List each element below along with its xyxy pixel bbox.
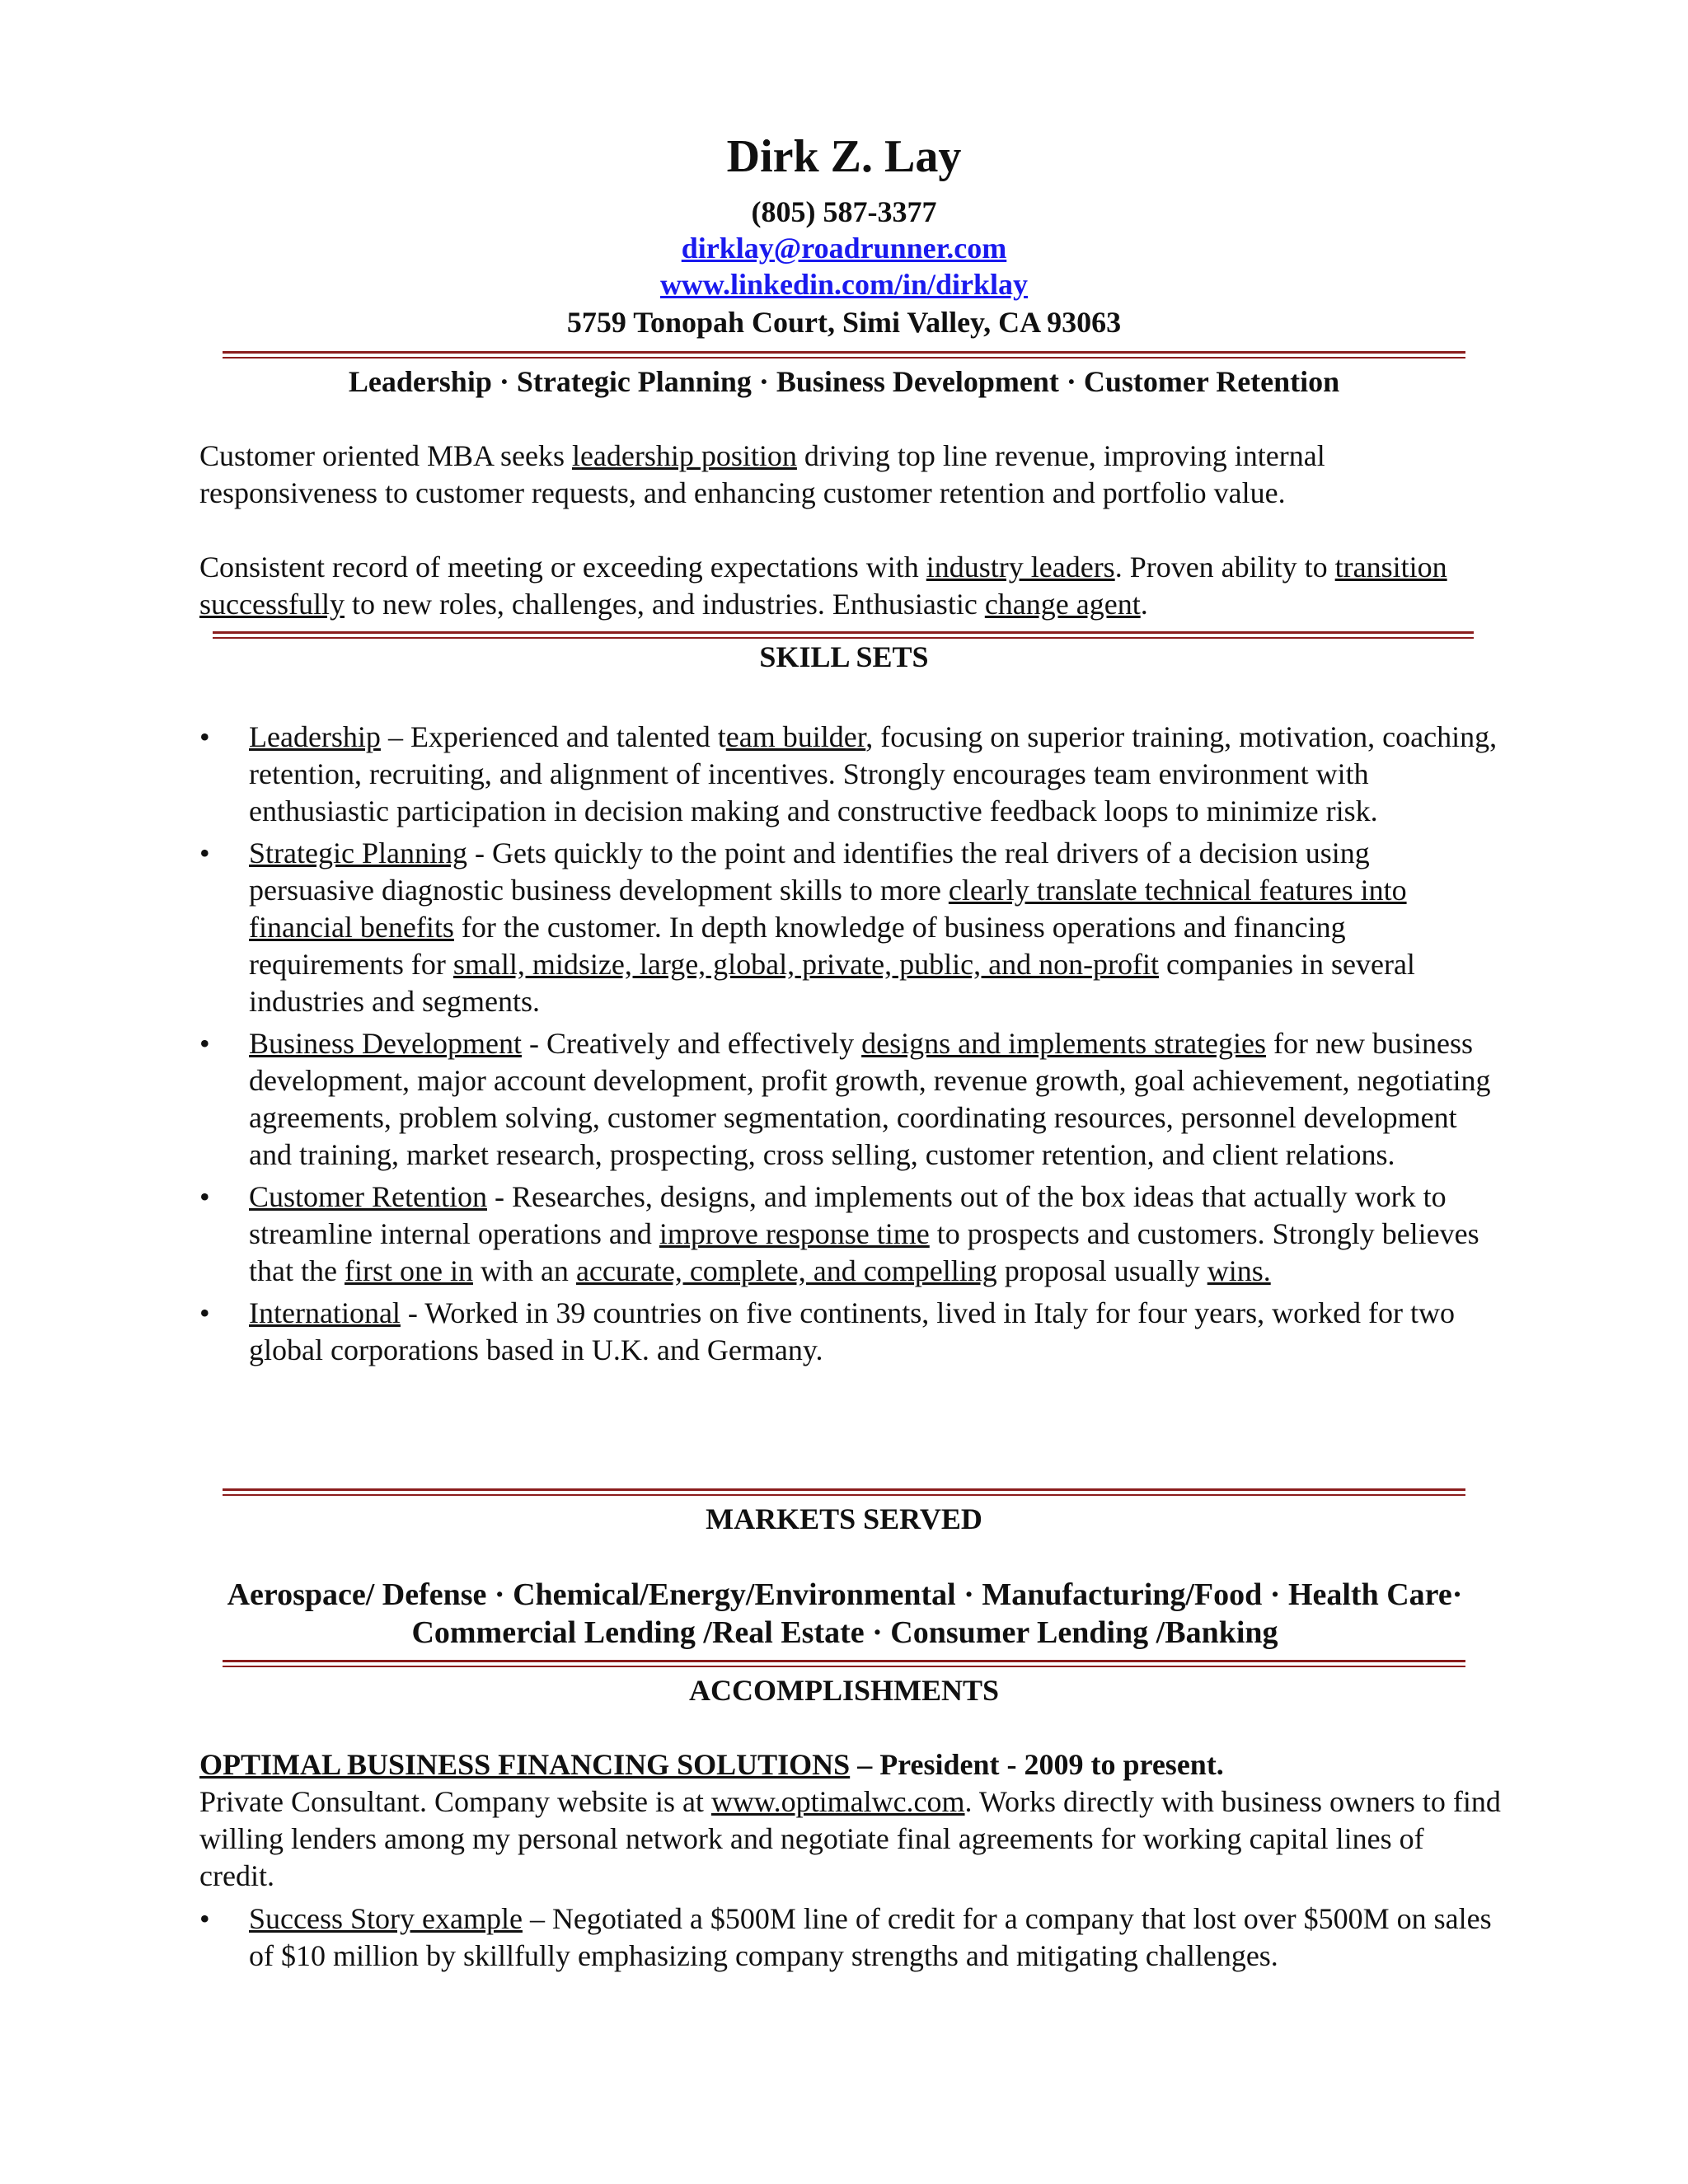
skill-underlined: small, midsize, large, global, private, public, and non-profit bbox=[452, 948, 1160, 981]
divider-header bbox=[223, 351, 1465, 354]
skill-text: - Creatively and effectively bbox=[521, 1027, 862, 1060]
skill-underlined: improve response time bbox=[659, 1217, 930, 1250]
divider-skills bbox=[213, 631, 1474, 634]
skill-text: – Experienced and talented t bbox=[380, 720, 726, 753]
candidate-name: Dirk Z. Lay bbox=[726, 131, 962, 182]
summary-text: Consistent record of meeting or exceeding expectations with bbox=[199, 551, 926, 583]
skills-list bbox=[199, 719, 1502, 1374]
bullet-icon: • bbox=[199, 1180, 210, 1213]
divider-markets bbox=[223, 1488, 1465, 1491]
skill-underlined: first one in bbox=[344, 1254, 473, 1287]
job-description bbox=[199, 1783, 1502, 1895]
tagline: Leadership · Strategic Planning · Business Development · Customer Retention bbox=[348, 365, 1340, 398]
skill-underlined: eam builder bbox=[725, 720, 866, 753]
bullet-icon: • bbox=[199, 1027, 210, 1060]
job-role: – President - 2009 to present. bbox=[850, 1748, 1224, 1781]
summary-underlined: industry leaders bbox=[926, 551, 1115, 583]
skill-item-international bbox=[199, 1295, 1502, 1369]
accomplishment-list bbox=[199, 1900, 1502, 1980]
skill-underlined: designs and implements strategies bbox=[861, 1027, 1267, 1060]
skill-title: Customer Retention bbox=[249, 1180, 487, 1213]
skill-title: Leadership bbox=[249, 720, 381, 753]
skill-text: - Gets quickly to the point and identifies the real drivers of a decision using persuasive diagnostic business development skills to more bbox=[249, 837, 1370, 907]
skill-underlined: wins. bbox=[1207, 1254, 1271, 1287]
story-text: – Negotiated a $500M line of credit for a company that lost over $500M on sales of $10 million by skillfully emphasizing company strengths and mitigating challenges. bbox=[249, 1902, 1492, 1972]
bullet-icon: • bbox=[199, 1902, 210, 1935]
bullet-icon: • bbox=[199, 1296, 210, 1329]
bullet-icon: • bbox=[199, 837, 210, 869]
skill-title: Business Development bbox=[249, 1027, 522, 1060]
job-text: . Works directly with business owners to find willing lenders among my personal network and negotiate final agreements for working capital lines of credit. bbox=[199, 1785, 1501, 1892]
bullet-icon: • bbox=[199, 720, 210, 753]
skill-item-customer-retention bbox=[199, 1179, 1502, 1290]
skill-text: for new business development, major account development, profit growth, revenue growth, goal achievement, negotiating agreements, problem solving, customer segmentation, coordinating resources, personnel development and training, market research, prospecting, cross selling, customer retention, and client relations. bbox=[249, 1027, 1491, 1171]
email-line bbox=[0, 231, 1688, 266]
linkedin-link[interactable]: www.linkedin.com/in/dirklay bbox=[659, 268, 1029, 301]
skill-text: for the customer. In depth knowledge of business operations and financing requirements for bbox=[249, 911, 1346, 981]
address: 5759 Tonopah Court, Simi Valley, CA 93063 bbox=[566, 306, 1122, 339]
skill-underlined: clearly translate technical features into financial benefits bbox=[249, 874, 1407, 944]
markets-list: Aerospace/ Defense · Chemical/Energy/Environmental · Manufacturing/Food · Health Care· Commercial Lending /Real Estate · Consumer Lending /Banking bbox=[227, 1577, 1463, 1650]
summary-text: . bbox=[1140, 588, 1148, 621]
summary-text: to new roles, challenges, and industries. Enthusiastic bbox=[344, 588, 985, 621]
summary-text: driving top line revenue, improving internal responsiveness to customer requests, and enhancing customer retention and portfolio value. bbox=[199, 439, 1325, 509]
email-link[interactable]: dirklay@roadrunner.com bbox=[681, 232, 1007, 265]
skill-item-strategic-planning bbox=[199, 835, 1502, 1020]
accomplishments-heading: ACCOMPLISHMENTS bbox=[688, 1674, 1000, 1707]
job-heading bbox=[199, 1747, 1518, 1782]
summary-underlined: leadership position bbox=[571, 439, 797, 472]
divider-accomplishments bbox=[223, 1660, 1465, 1662]
summary-paragraph-2 bbox=[199, 549, 1485, 623]
skill-title: International bbox=[249, 1296, 401, 1329]
summary-underlined: transition successfully bbox=[199, 551, 1447, 621]
skill-underlined: accurate, complete, and compelling bbox=[575, 1254, 997, 1287]
accomplishment-item bbox=[199, 1900, 1502, 1975]
skill-item-leadership bbox=[199, 719, 1502, 830]
company-name: OPTIMAL BUSINESS FINANCING SOLUTIONS bbox=[199, 1748, 851, 1781]
skill-text: - Researches, designs, and implements out of the box ideas that actually work to streamline internal operations and bbox=[249, 1180, 1447, 1250]
summary-text: . Proven ability to bbox=[1114, 551, 1335, 583]
phone-number: (805) 587-3377 bbox=[751, 195, 937, 228]
linkedin-line bbox=[0, 267, 1688, 302]
skill-text: - Worked in 39 countries on five continents, lived in Italy for four years, worked for two global corporations based in U.K. and Germany. bbox=[249, 1296, 1456, 1366]
skill-text: to prospects and customers. Strongly believes that the bbox=[249, 1217, 1479, 1287]
markets-heading: MARKETS SERVED bbox=[706, 1502, 982, 1535]
job-text: Private Consultant. Company website is at bbox=[199, 1785, 711, 1818]
story-title: Success Story example bbox=[249, 1902, 523, 1935]
summary-underlined: change agent bbox=[984, 588, 1141, 621]
skills-heading: SKILL SETS bbox=[759, 640, 929, 673]
skill-item-business-development bbox=[199, 1025, 1502, 1174]
skill-text: companies in several industries and segments. bbox=[249, 948, 1415, 1018]
skill-text: with an bbox=[472, 1254, 576, 1287]
summary-text: Customer oriented MBA seeks bbox=[199, 439, 572, 472]
skill-text: proposal usually bbox=[996, 1254, 1207, 1287]
company-website-link[interactable]: www.optimalwc.com bbox=[710, 1785, 965, 1818]
skill-text: , focusing on superior training, motivation, coaching, retention, recruiting, and alignment of incentives. Strongly encourages team environment with enthusiastic participation in decision making and constructive feedback loops to minimize risk. bbox=[249, 720, 1498, 827]
summary-paragraph-1 bbox=[199, 438, 1485, 512]
skill-title: Strategic Planning bbox=[249, 837, 467, 869]
